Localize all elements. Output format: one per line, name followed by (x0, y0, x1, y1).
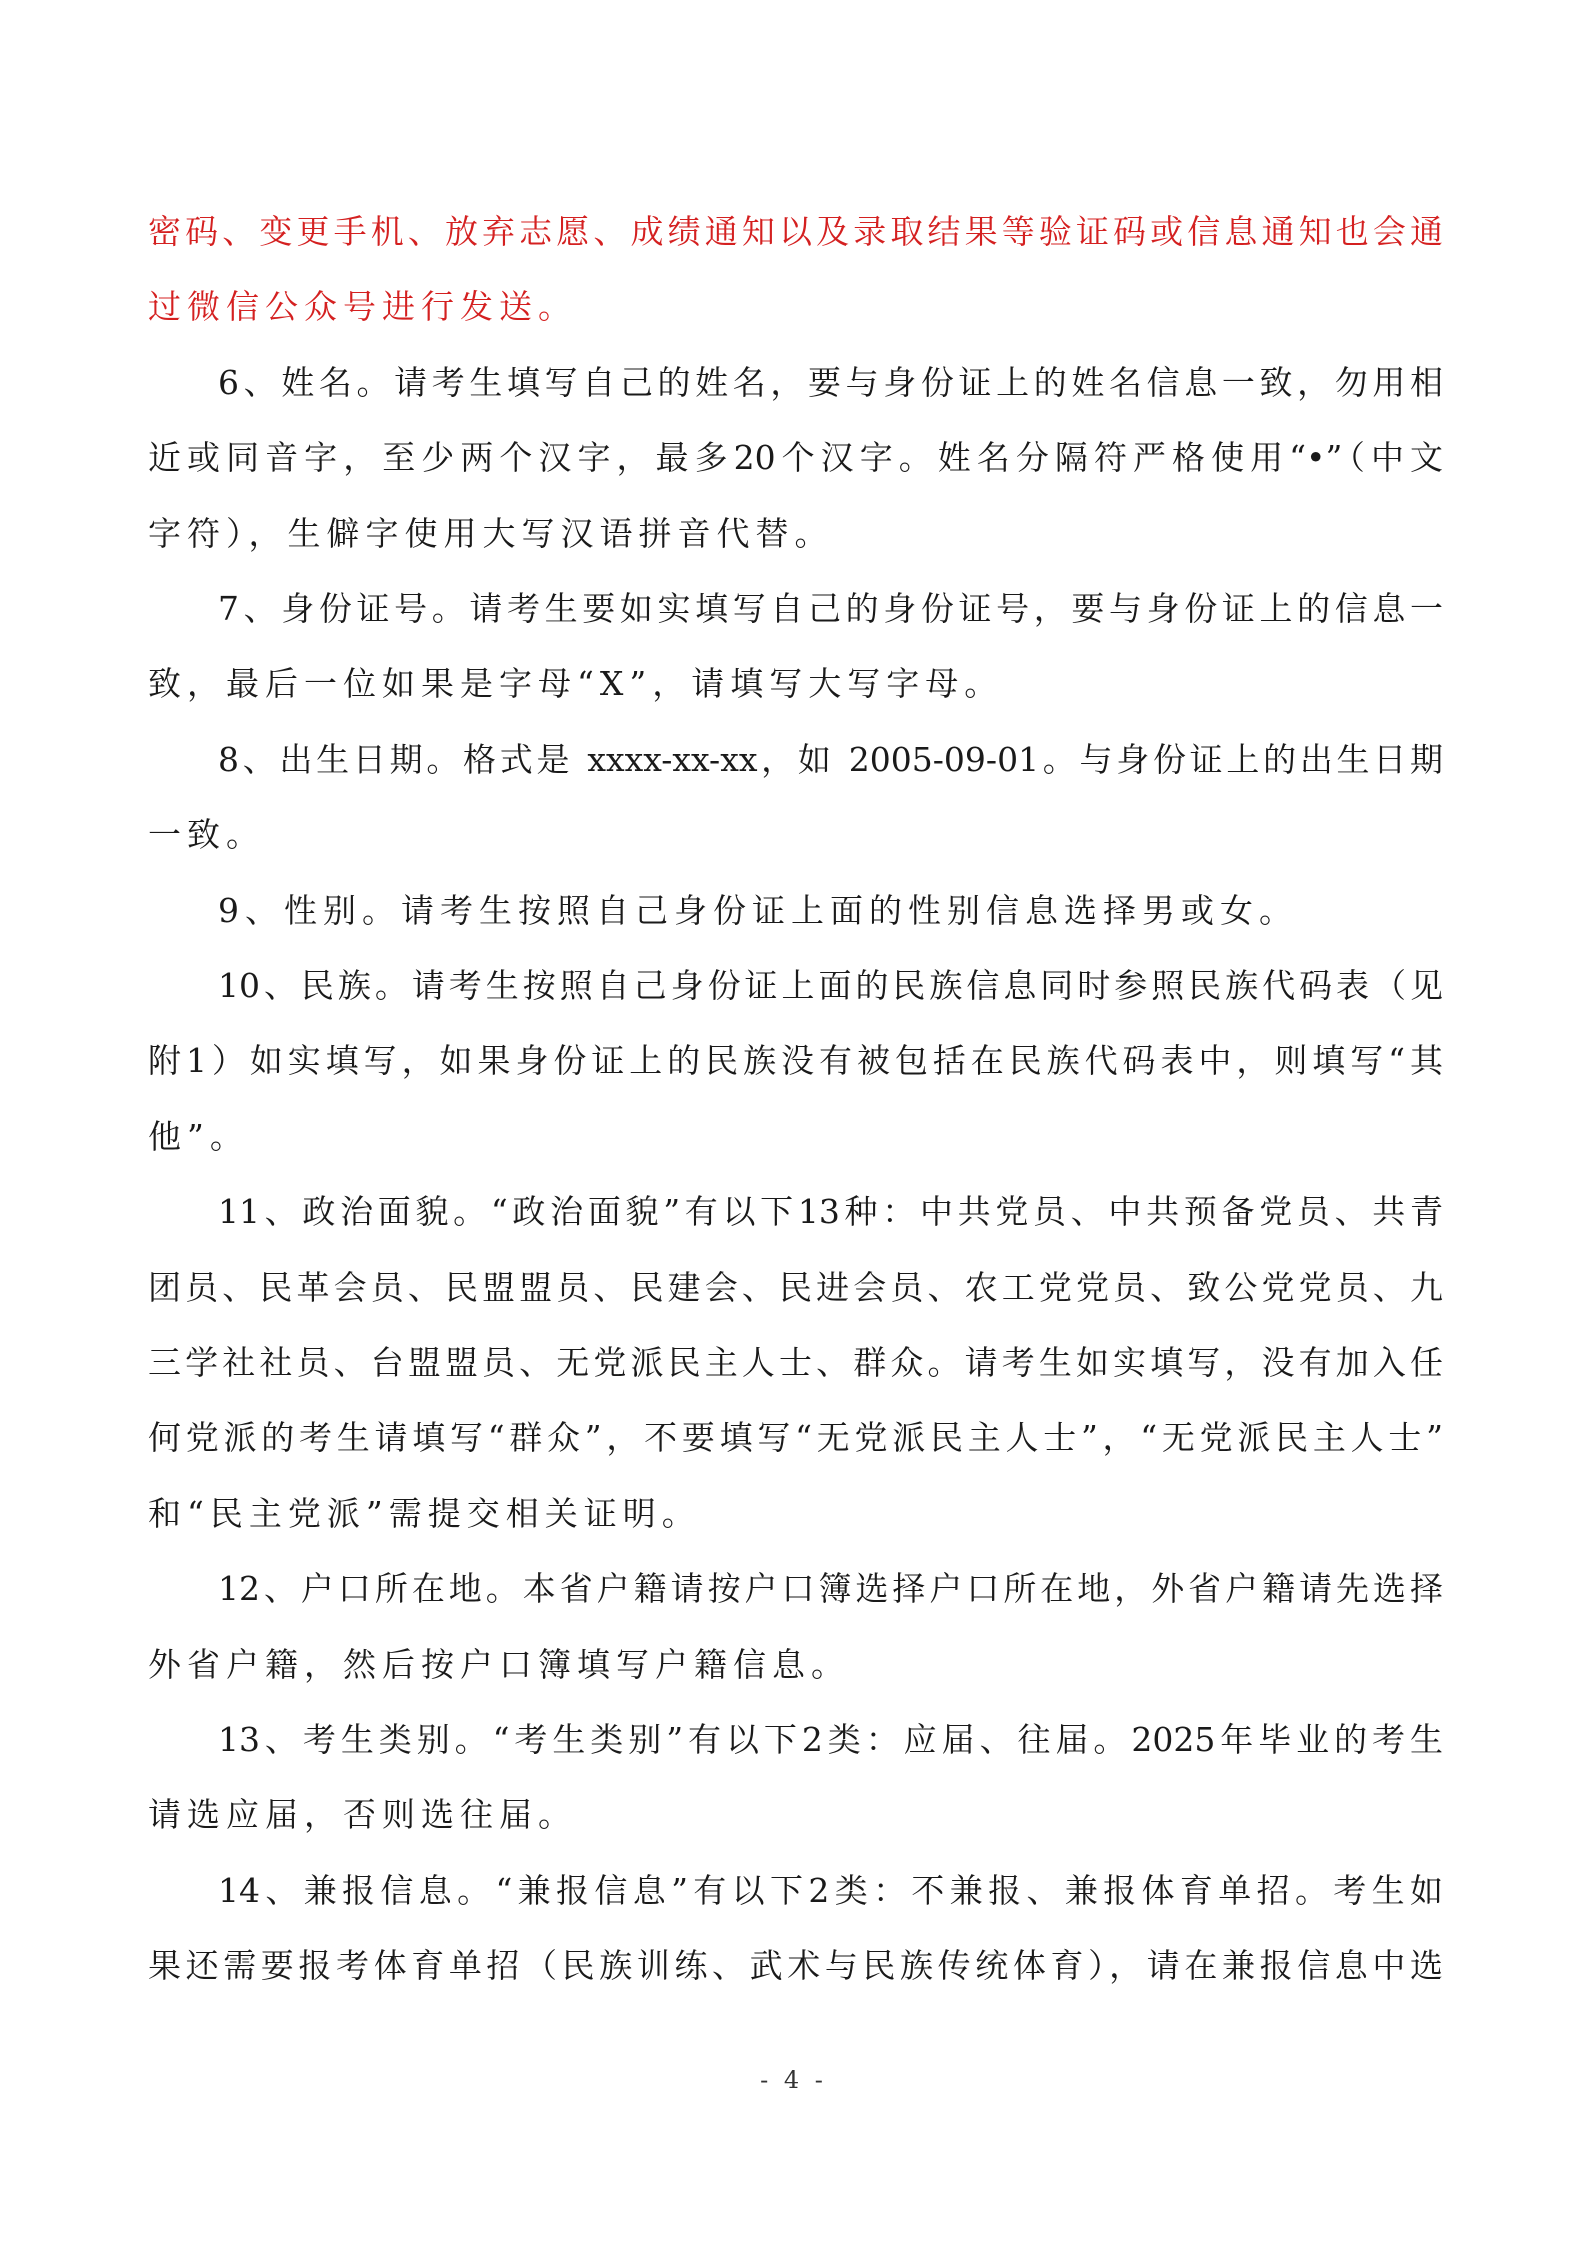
text-line: 14、兼报信息。“兼报信息”有以下2类：不兼报、兼报体育单招。考生如 (218, 1871, 1443, 1910)
text-line: 10、民族。请考生按照自己身份证上面的民族信息同时参照民族代码表（见 (218, 966, 1443, 1005)
text-line: 致，最后一位如果是字母“X”，请填写大写字母。 (148, 664, 1004, 703)
text-line: 密码、变更手机、放弃志愿、成绩通知以及录取结果等验证码或信息通知也会通 (148, 212, 1443, 251)
text-line: 他”。 (148, 1117, 249, 1156)
text-line: 字符），生僻字使用大写汉语拼音代替。 (148, 514, 834, 553)
text-line: 果还需要报考体育单招（民族训练、武术与民族传统体育），请在兼报信息中选 (148, 1946, 1443, 1985)
page-number: - 4 - (760, 2066, 827, 2094)
text-line: 团员、民革会员、民盟盟员、民建会、民进会员、农工党党员、致公党党员、九 (148, 1268, 1443, 1307)
text-line: 8、出生日期。格式是 xxxx-xx-xx，如 2005-09-01。与身份证上的出生日期 (218, 740, 1443, 779)
text-line: 外省户籍，然后按户口簿填写户籍信息。 (148, 1645, 850, 1684)
text-line: 何党派的考生请填写“群众”，不要填写“无党派民主人士”，“无党派民主人士” (148, 1418, 1443, 1457)
text-line: 11、政治面貌。“政治面貌”有以下13种：中共党员、中共预备党员、共青 (218, 1192, 1443, 1231)
text-line: 过微信公众号进行发送。 (148, 287, 577, 326)
text-line: 6、姓名。请考生填写自己的姓名，要与身份证上的姓名信息一致，勿用相 (218, 363, 1443, 402)
text-line: 13、考生类别。“考生类别”有以下2类：应届、往届。2025年毕业的考生 (218, 1720, 1443, 1759)
text-line: 和“民主党派”需提交相关证明。 (148, 1494, 701, 1533)
text-line: 一致。 (148, 815, 265, 854)
text-line: 三学社社员、台盟盟员、无党派民主人士、群众。请考生如实填写，没有加入任 (148, 1343, 1443, 1382)
text-line: 12、户口所在地。本省户籍请按户口簿选择户口所在地，外省户籍请先选择 (218, 1569, 1443, 1608)
text-line: 9、性别。请考生按照自己身份证上面的性别信息选择男或女。 (218, 891, 1298, 930)
text-line: 附1）如实填写，如果身份证上的民族没有被包括在民族代码表中，则填写“其 (148, 1041, 1443, 1080)
text-line: 请选应届，否则选往届。 (148, 1795, 577, 1834)
text-line: 7、身份证号。请考生要如实填写自己的身份证号，要与身份证上的信息一 (218, 589, 1443, 628)
text-line: 近或同音字，至少两个汉字，最多20个汉字。姓名分隔符严格使用“•”（中文 (148, 438, 1443, 477)
